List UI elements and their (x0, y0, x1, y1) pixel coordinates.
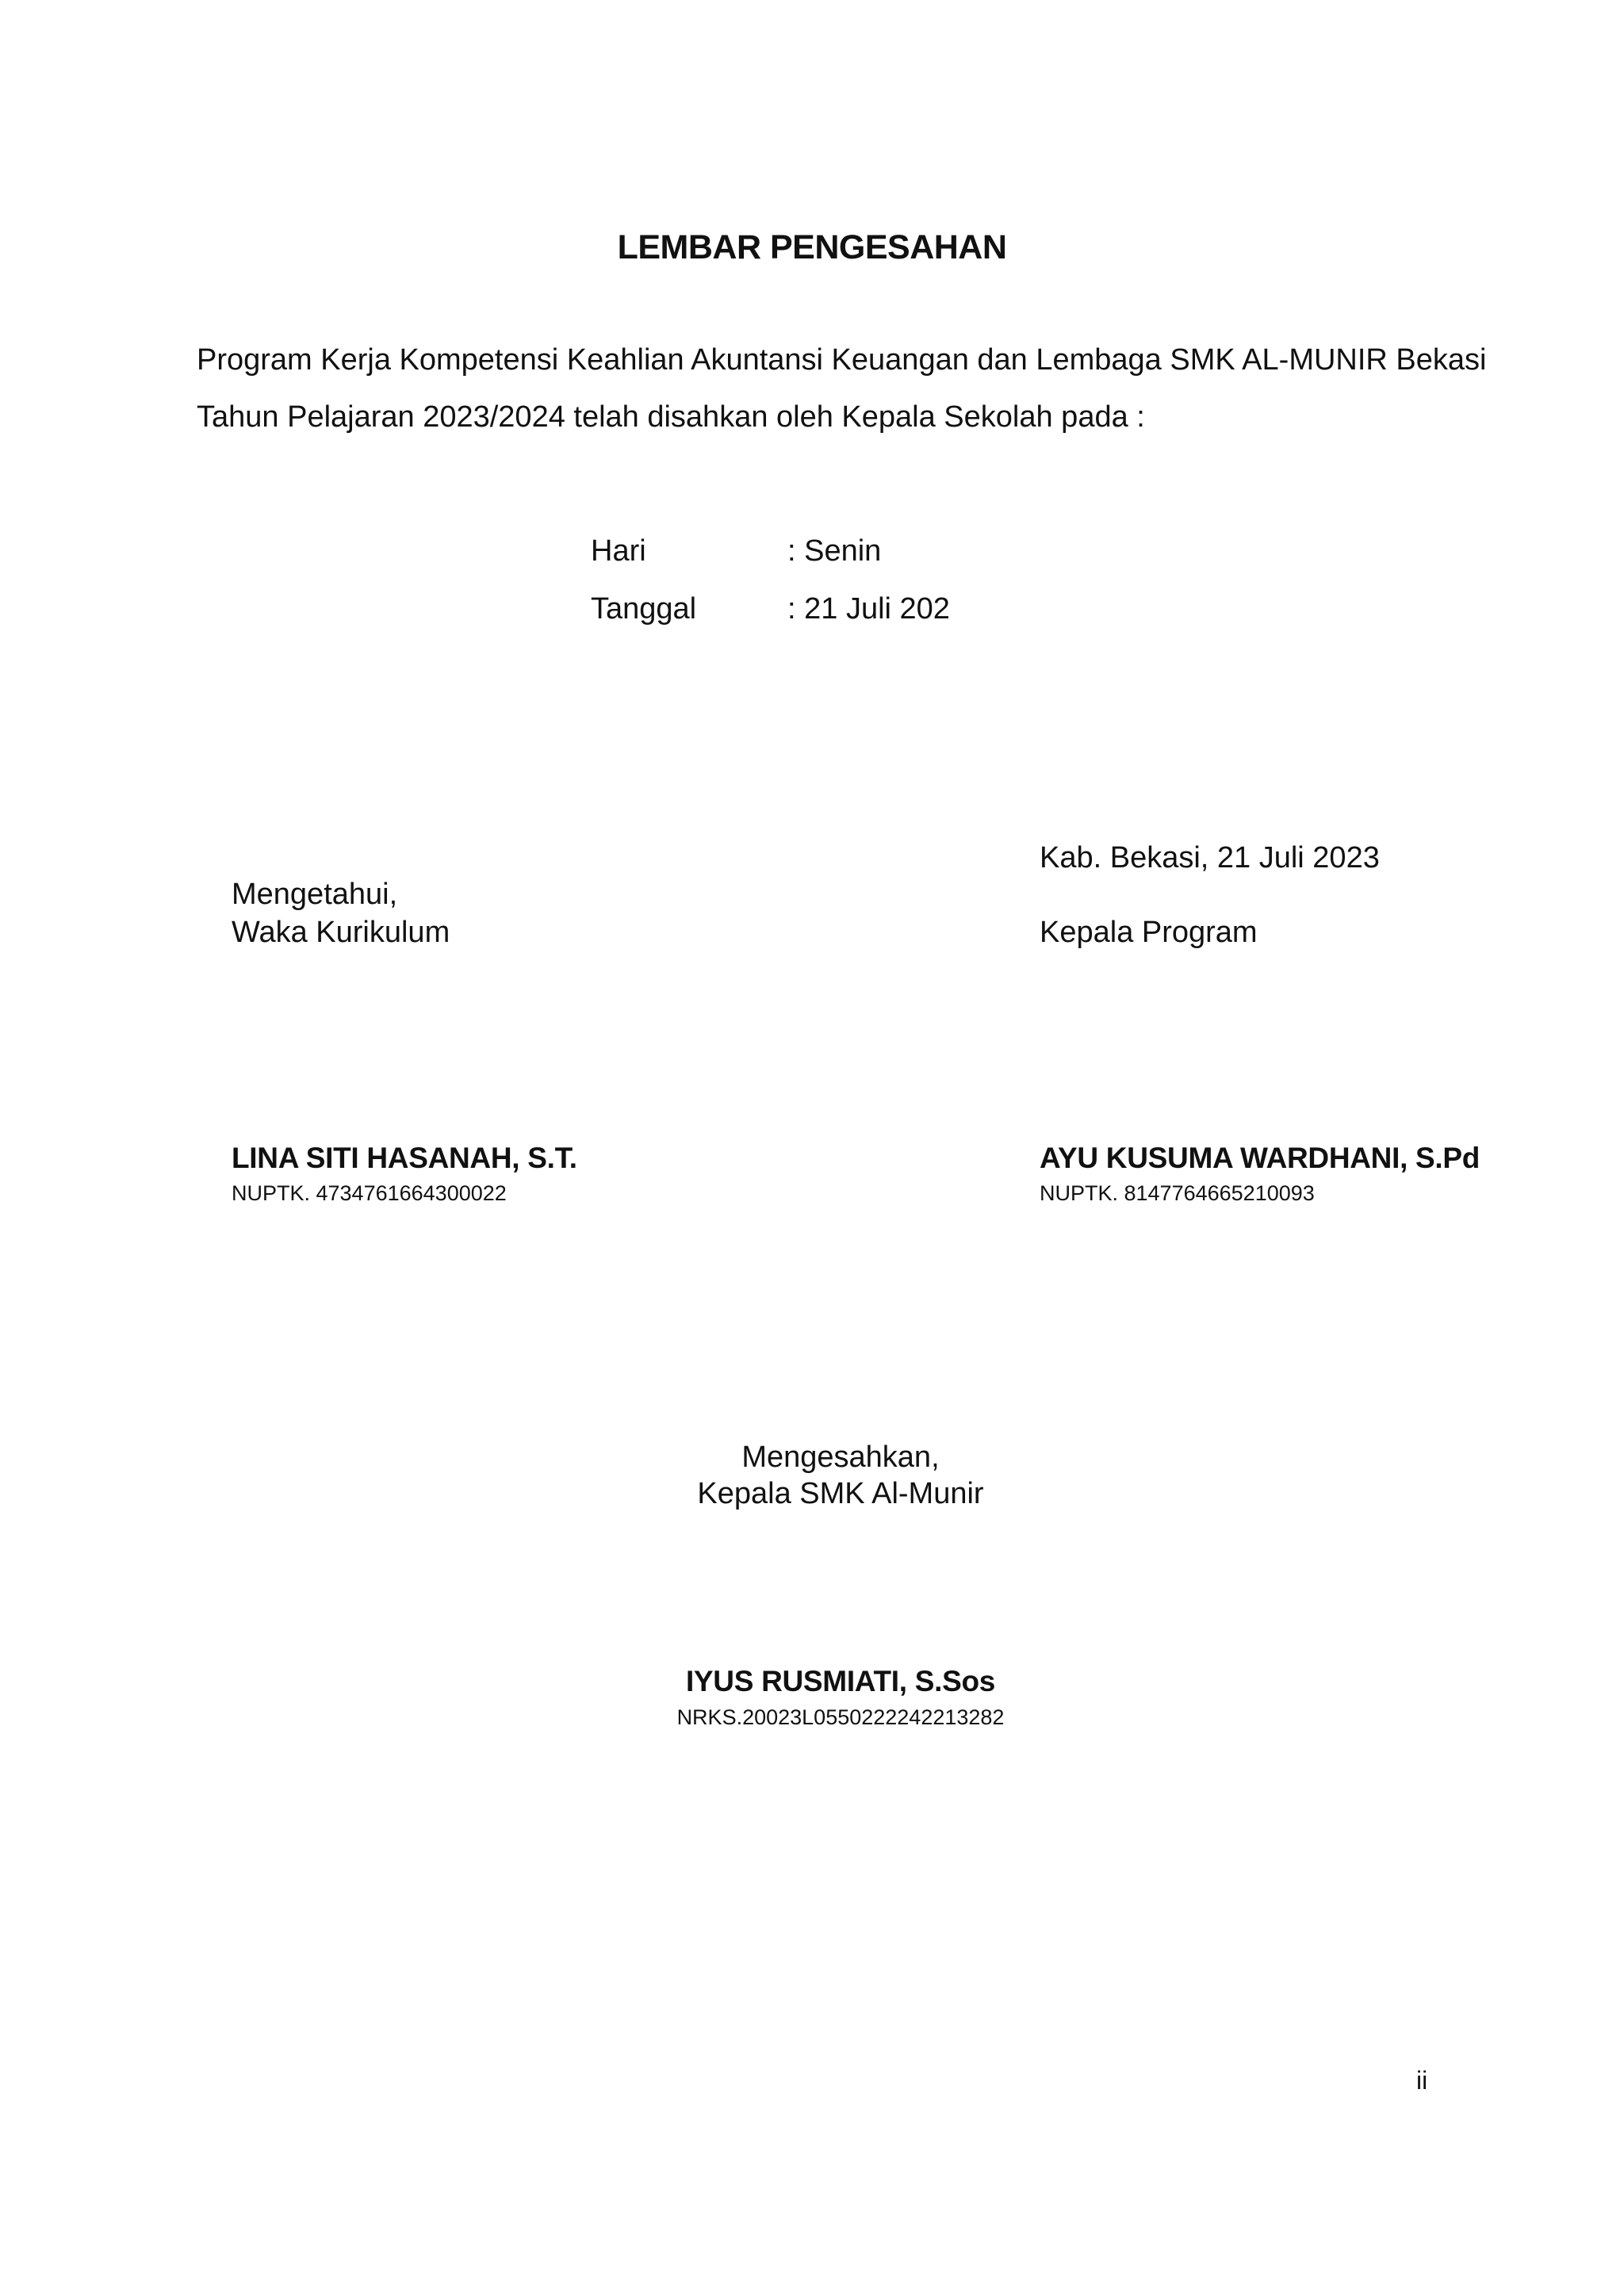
hari-label: Hari (591, 534, 646, 568)
left-signatory-id: NUPTK. 4734761664300022 (232, 1181, 507, 1205)
hari-value: : Senin (787, 534, 882, 568)
right-place-date: Kab. Bekasi, 21 Juli 2023 (1040, 841, 1380, 874)
page-title: LEMBAR PENGESAHAN (617, 228, 1007, 266)
left-signatory-name: LINA SITI HASANAH, S.T. (232, 1142, 577, 1174)
tanggal-label: Tanggal (591, 592, 697, 626)
center-ratify-text: Mengesahkan, (741, 1441, 940, 1474)
intro-line-1: Program Kerja Kompetensi Keahlian Akuntansi Keuangan dan Lembaga SMK AL-MUNIR Bekasi (197, 343, 1487, 377)
tanggal-value: : 21 Juli 202 (787, 592, 950, 626)
right-role: Kepala Program (1040, 916, 1258, 949)
center-signatory-id: NRKS.20023L0550222242213282 (676, 1705, 1005, 1729)
right-signatory-name: AYU KUSUMA WARDHANI, S.Pd (1040, 1142, 1480, 1174)
intro-line-2: Tahun Pelajaran 2023/2024 telah disahkan oleh Kepala Sekolah pada : (197, 400, 1145, 434)
right-signatory-id: NUPTK. 8147764665210093 (1040, 1181, 1315, 1205)
center-role: Kepala SMK Al-Munir (697, 1477, 984, 1510)
center-signatory-name: IYUS RUSMIATI, S.Sos (685, 1665, 996, 1697)
page-number: ii (1416, 2066, 1428, 2095)
left-acknowledge-text: Mengetahui, (232, 878, 398, 911)
intro-paragraph (197, 331, 1487, 446)
left-role: Waka Kurikulum (232, 916, 450, 949)
